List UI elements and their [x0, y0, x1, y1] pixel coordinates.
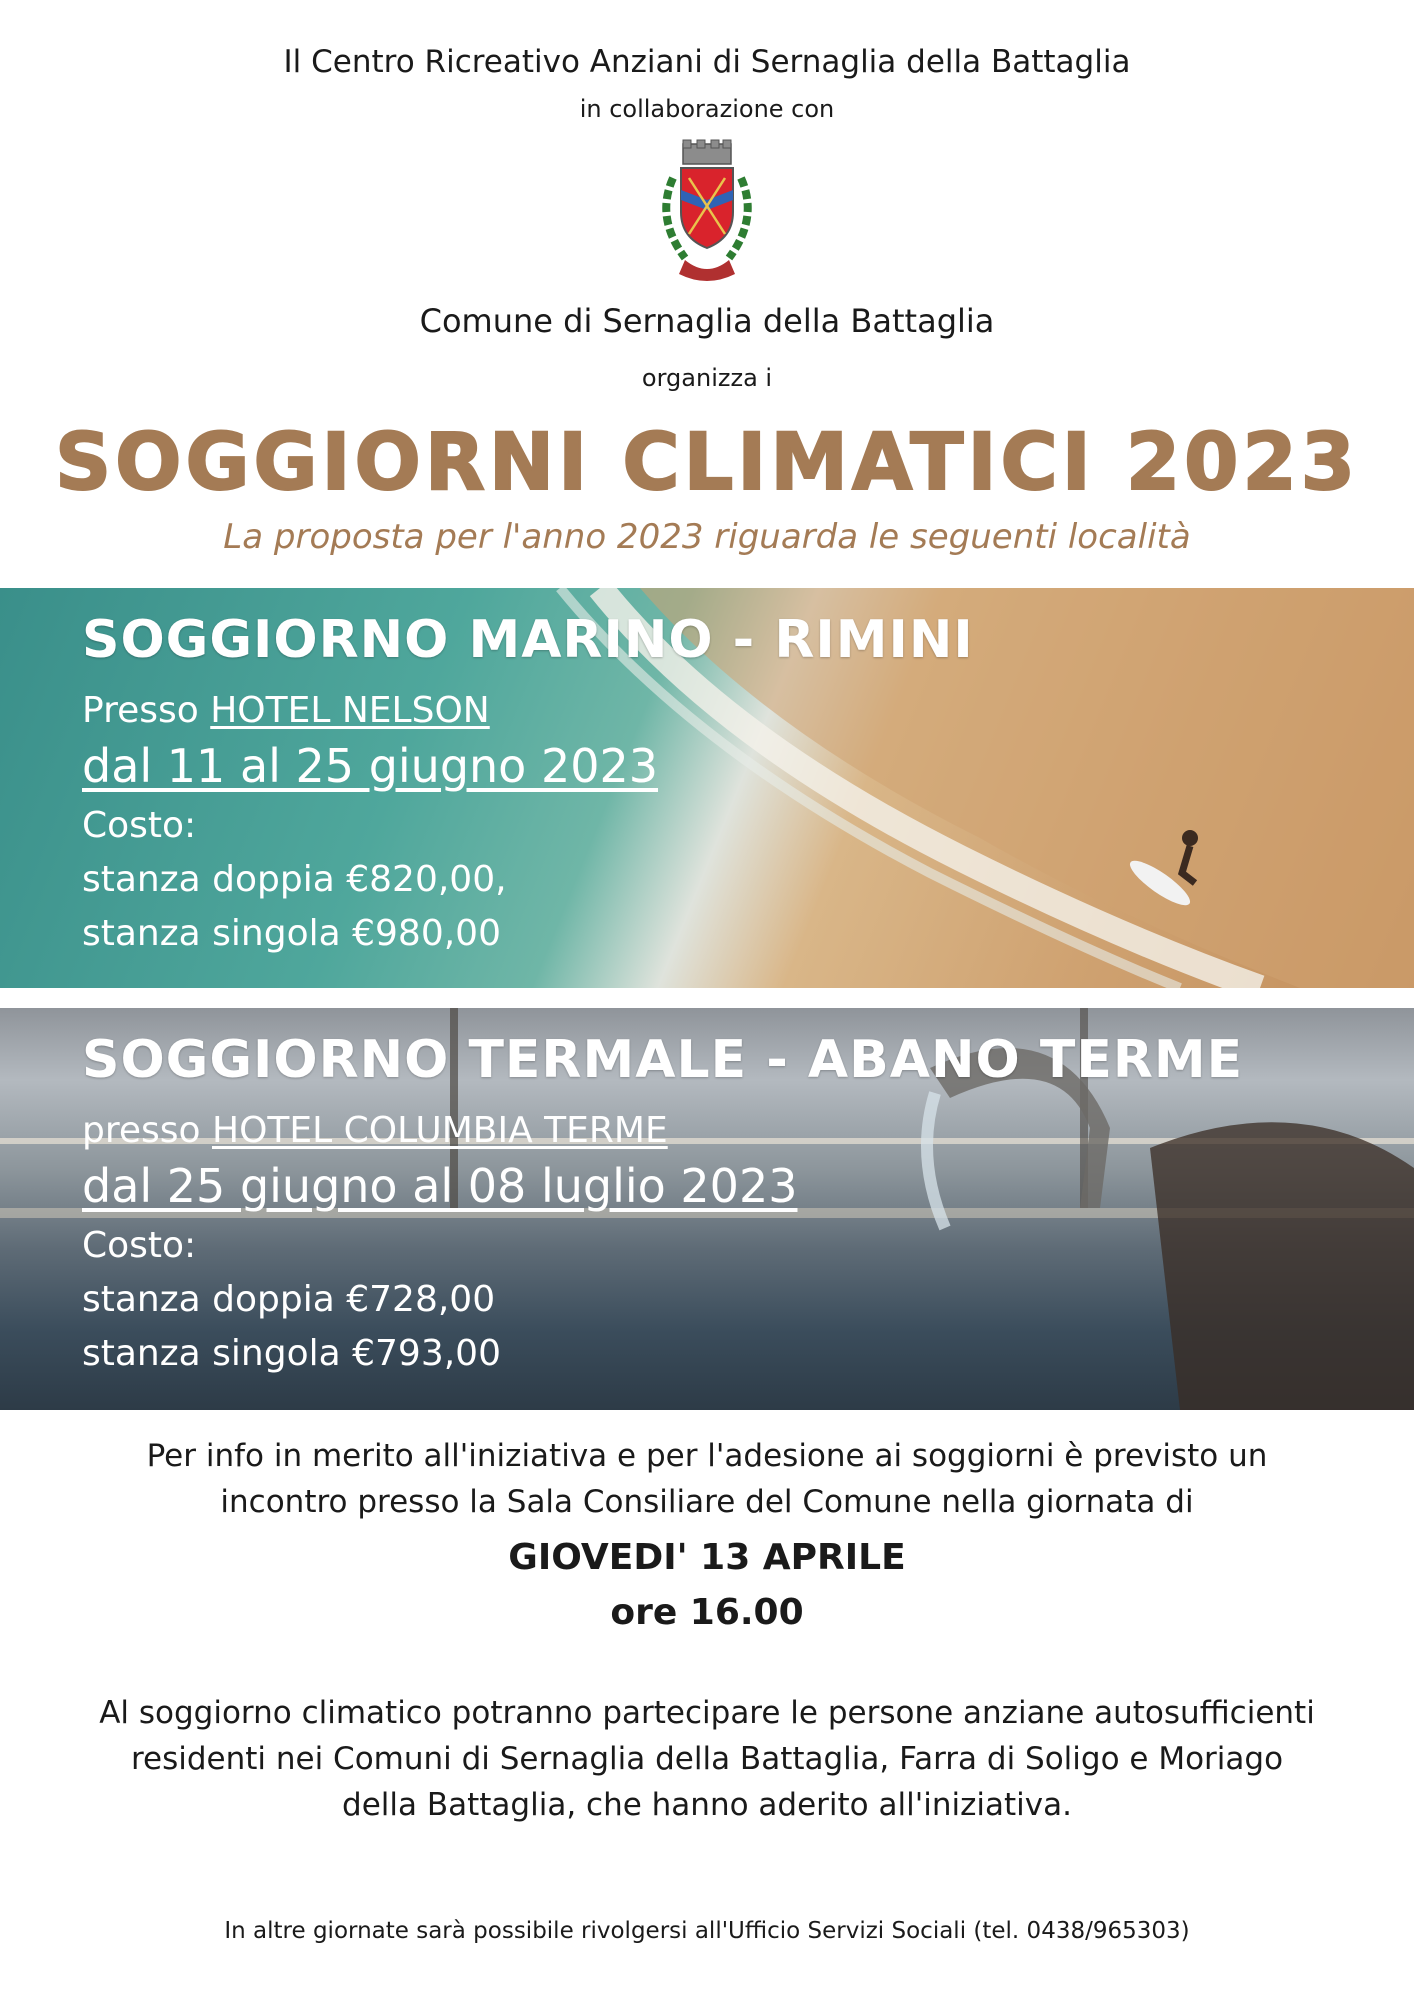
cost-double-room: stanza doppia €728,00	[82, 1279, 496, 1320]
organizer-line: Il Centro Ricreativo Anziani di Sernaglia della Battaglia	[283, 44, 1131, 80]
info-line: Per info in merito all'iniziativa e per l'adesione ai soggiorni è previsto un	[146, 1438, 1268, 1474]
page-title: SOGGIORNI CLIMATICI 2023	[54, 418, 1359, 508]
stay-abano-banner	[0, 1008, 1414, 1410]
hotel-name: HOTEL NELSON	[210, 690, 490, 731]
cost-double-room: stanza doppia €820,00,	[82, 859, 507, 900]
cost-label: Costo:	[82, 1225, 197, 1266]
stay-heading: SOGGIORNO TERMALE - ABANO TERME	[82, 1030, 1244, 1090]
meeting-time: ore 16.00	[610, 1592, 804, 1633]
meeting-date: GIOVEDI' 13 APRILE	[508, 1537, 906, 1578]
collaboration-line: in collaborazione con	[579, 95, 835, 123]
footer-contact: In altre giornate sarà possibile rivolgersi all'Ufficio Servizi Sociali (tel. 0438/965303)	[224, 1918, 1190, 1944]
info-paragraph	[0, 1433, 1414, 1525]
stay-heading: SOGGIORNO MARINO - RIMINI	[82, 610, 974, 670]
coat-of-arms-icon	[645, 138, 769, 288]
participation-line: Al soggiorno climatico potranno partecipare le persone anziane autosufficienti	[99, 1695, 1315, 1731]
hotel-name: HOTEL COLUMBIA TERME	[212, 1110, 668, 1151]
meeting-when	[0, 1530, 1414, 1640]
municipality-name: Comune di Sernaglia della Battaglia	[419, 302, 995, 340]
participation-line: residenti nei Comuni di Sernaglia della Battaglia, Farra di Soligo e Moriago	[130, 1741, 1284, 1777]
presso-label: presso	[82, 1110, 201, 1151]
info-line: incontro presso la Sala Consiliare del Comune nella giornata di	[220, 1484, 1194, 1520]
stay-dates: dal 11 al 25 giugno 2023	[82, 739, 659, 793]
participation-line: della Battaglia, che hanno aderito all'iniziativa.	[342, 1787, 1072, 1823]
cost-single-room: stanza singola €793,00	[82, 1333, 501, 1374]
participation-paragraph	[0, 1690, 1414, 1828]
stay-dates: dal 25 giugno al 08 luglio 2023	[82, 1159, 798, 1213]
presso-label: Presso	[82, 690, 199, 731]
stay-rimini-banner	[0, 588, 1414, 988]
subtitle: La proposta per l'anno 2023 riguarda le seguenti località	[223, 517, 1191, 557]
organizes-line: organizza i	[641, 364, 773, 392]
cost-single-room: stanza singola €980,00	[82, 913, 501, 954]
cost-label: Costo:	[82, 805, 197, 846]
